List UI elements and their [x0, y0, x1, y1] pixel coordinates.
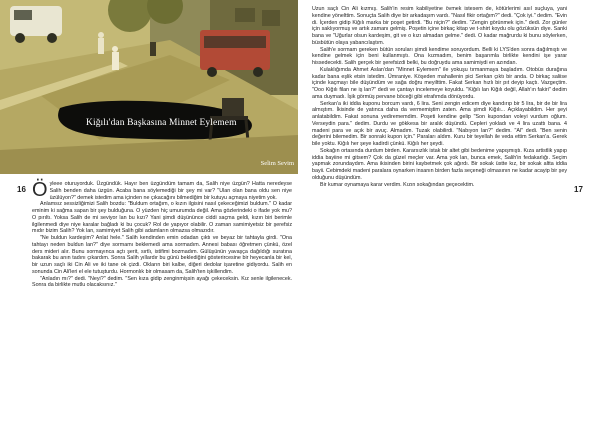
page-number-right: 17	[574, 185, 583, 194]
paragraph: Sokağın ortasında durdum birden. Kararsızlık istak bir altet gibi bedenime yapışmıştı. Kıza artistlik yapıp iddia bayiine mi gitsem? Çok da güzel meçler var. Ama yok lan, bunca emek, Salih'in fedakarlığı. Seçim yapmak zorundaydım. Ama ikisinden birini kaybetmek çok ağırdı. Bir sokak üstte kız, bir sokak altta iddia bayii. Cebimdeki madeni paralara oynarken insanın birden fazla seçeneği olmasının ne kadar acayip bir şey olduğunu düşündüm.	[312, 147, 567, 181]
paragraph	[32, 181, 292, 201]
paragraph-text: yleee oturuyorduk. Üzgündük. Hayır ben üzgündüm tamam da, Salih niye üzgün? Hatta neredeyse Salih benden daha üzgün. Acaba bana söylemediği bir şey mi var? "Ulan olan bana oldu sen niye üzülüyon?" demek istedim ama içinden ne çıkacağını bilmediğim bir kutuyu açmaya niyetim yok.	[49, 181, 292, 201]
drop-cap: Ö	[32, 179, 48, 201]
paragraph: Serkan'a iki iddia kuponu borcum vardı, 6 lira. Seni zengin edicem diye kandırıp bir 5 lira, bir de bir lira almıştım. İkisinde de yatınca daha da vermemiştim zaten. Ama şimdi Kiğılı... Açıklayabildim. Her şeyi anlatabildim. Fakat sonuna yedirememdim. Poşeti kendine gelip "Son kupondan voleyi vurdum oğlum. Verseydin para." dedim. Durdu ve gökkesa bir aralık düşündü. Cepleri yokladı ve 4 lira uzattı bana. 4 madeni para ve açık bir avuç. Almadım. Tuzak olabilirdi. "Nabıyon lan?" dedim. "Al" dedi. "Ben senin değerini bilemedim. Bir sonraki kupon için." Paraları aldım. Kuru bir teyellah ile veda ettim Serkan'a. Gerek bile yoktu. Kiğılı her şeye kadirdi çünkü. Kiğılı her şeydi.	[312, 100, 567, 147]
paragraph: Anlamsız sessizliğimizi Salih bozdu: "Buldum ortağım, o kızın ilgisini nasıl çekeceğimizi buldum." O kadar eminim ki sağma sapan bir şey bulduğuna. O yüzden hiç umurumda değil. Ama gözlerindeki o ifade yok mu? O pırıltı. Yoksa Salih de mi seviyor lan bu kızı? Yani şimdi düşününce ciddi saçma geldi, kızın biri berimle ilgilenmedi diye niye karalar bağladı ki bu çocuk? Rol de yapıyor olabilir. O zaman samimiyetsiz bir şerefsiz mıdır bizim Salih? Yok lan, samimiyet Salih gibi adamların olmazsa olmazıdır.	[32, 201, 292, 235]
street-photo	[0, 0, 298, 174]
paragraph: Salih'e sormam gereken bütün soruları şimdi kendime soruyordum. Belli ki LYS'den sonra dağılmıştı ve kendine gelmek için beni kullanmıştı. Ona kızmadım, benim başarımla birlikte kendini işe yarar hissedecekti. Salih gerçek bir şerefsizdi belki, bu doğruydu ama samimiydi en azından.	[312, 46, 567, 66]
street-scene-illustration	[0, 0, 298, 174]
paragraph: Kulaklığımda Ahmet Aslan'dan "Minnet Eylemem" ile yokuşu tırmanmaya başladım. Otobüs durağına kadar bana eşlik etsin istedim. Ümraniye. Köşeden mahallenin pici Serkan çıktı bir anda. O birkaç saliise içinde kaçmayı bile düşündüm ve sağa doğru meyilttim. Fakat Serkan hızlı bir pıt deyip kaçtı. Vazgeçtim. "Ooo Kiğılı filan ne iş lan?" dedi ve çantayı incelemeye koyuldu. "Kiğılı lan Kiğılı değil, Allah'ın fakiri" dedim ama duymadı. İşik görmüş pervane böceği gibi etrafımda dönüyordu.	[312, 66, 567, 100]
paragraph: Bir kumar oynamaya karar verdim. Kızın sokağından geçecektim.	[320, 181, 475, 188]
paragraph: "Ne buldun kardeşim? Anlat hele." Salih kendinden emin odadan çıktı ve beyaz bir tahtayla girdi. "Ona tahtayı neden buldun lan?" diye sormamı beklemedi ama sormadım. Annesi babası öğretmen çünkü, özel ders mideri alır. Bunu sormayınca açtı şerit, sırtlı, istifimi bozmadım. Gülüşünün yavaşça dağıldığı suratına bakarak bu anın tadını çıkardım. Sonra Salih yıllardır bu günü beklediğini gösterircesine bir heyecanla bir kel, bir uzun saçlı iki Cin Ali ve iki tane ok çizdi. Okların biri kalbe, diğeri dedolar işaretine gidiyordu. Salih en sonunda Cin Ali'leri el ele tutuşturdu. Hormonlık bir olmasam da, Salih'ten işkillendim.	[32, 235, 292, 275]
left-page-body	[32, 181, 292, 289]
photo-caption: Kiğılı'dan Başkasına Minnet Eylemem	[86, 118, 237, 128]
paragraph: Uzun saçlı Cin Ali kızmış. Salih'in resim kabiliyetine övmek istesem de, kötürlerimi asıl suçluya, yani kendine yönelttim. Sonuçta Salih diye bir arkadaşım vardı. "Nasıl fikir ortağım?" dedi. "Çok iyi." dedim. "Evin di. İçerden gidip Kiğılı marka bir poşet getirdi. "Bu niçin?" dedim. "Zengin görünmek için." dedi. Zor günler için saklıyormuş ve artık zamanı gelmiş. Poşetin içine birkaç kitap ve t-shirt koydu olu gözüksün diye. Sanki bana ve "Uğurlar olsun kardeşim, git ve o kızı almadan gelme." dedi. O kadar mağrurdu ki bunu söylerken, büsbütün olaya yabancılaştım.	[312, 6, 567, 46]
right-page-body	[312, 6, 567, 188]
page-number-left: 16	[17, 185, 26, 194]
paragraph: "Anladın mı?" dedi. "Neyi?" dedim. "Sen kıza gidip zenginmişsin ayağı çekeceksin. Kız senle ilgilenecek. Sonra da birlikte mutlu olacaksınız."	[32, 275, 292, 289]
photo-credit: Selim Sevim	[260, 160, 294, 167]
